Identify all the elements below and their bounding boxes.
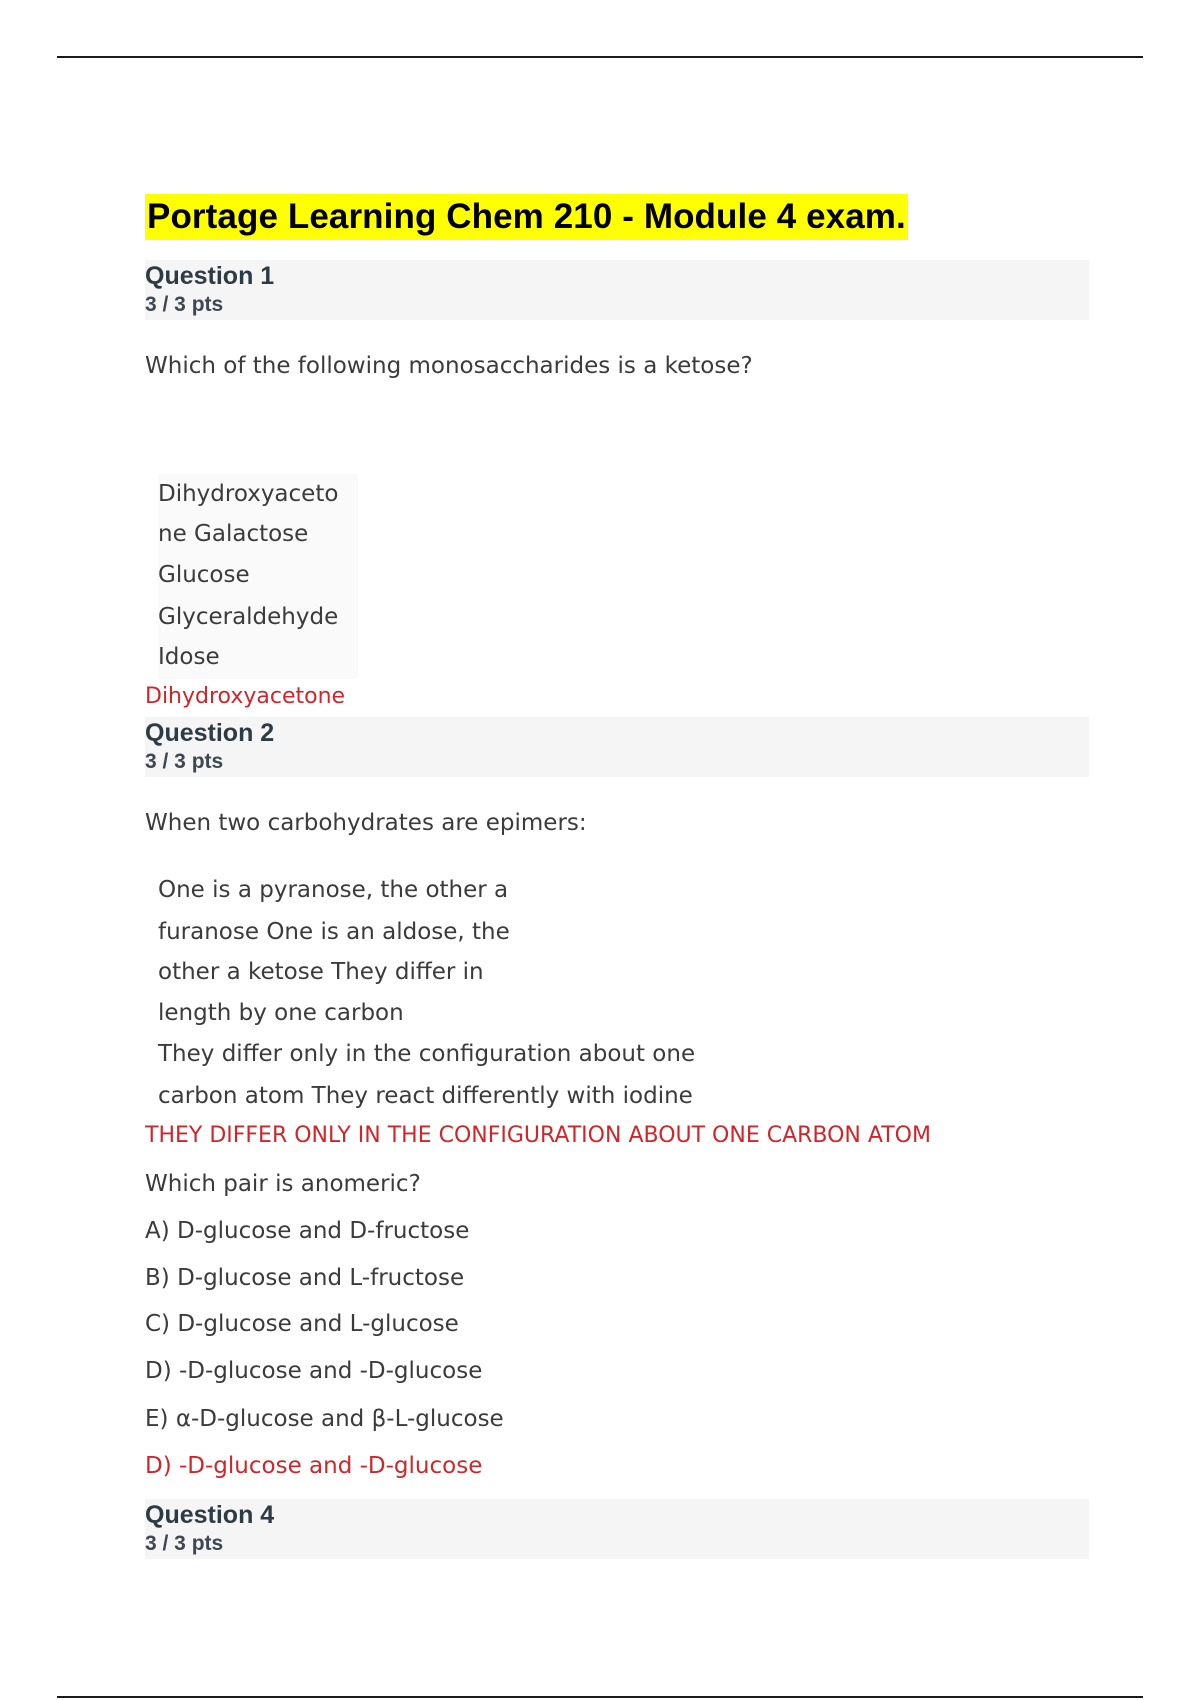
question-1-prompt: Which of the following monosaccharides is a ketose? [145, 353, 753, 379]
question-2-option-line: carbon atom They react differently with iodine [158, 1083, 693, 1109]
question-2-title: Question 2 [145, 719, 275, 747]
question-1-option-line: Glyceraldehyde [158, 604, 339, 630]
question-2-option-line: furanose One is an aldose, the [158, 919, 510, 945]
top-rule [57, 56, 1143, 58]
question-2-answer: THEY DIFFER ONLY IN THE CONFIGURATION ABOUT ONE CARBON ATOM [145, 1123, 931, 1148]
question-3-option: E) α-D-glucose and β-L-glucose [145, 1406, 504, 1432]
question-4-points: 3 / 3 pts [145, 1532, 224, 1555]
question-2-prompt: When two carbohydrates are epimers: [145, 810, 587, 836]
bottom-rule [57, 1696, 1143, 1698]
question-2-option-line: other a ketose They differ in [158, 959, 484, 985]
question-1-option-line: Idose [158, 644, 220, 670]
question-2-option-line: length by one carbon [158, 1000, 404, 1026]
question-4-header [145, 1499, 1089, 1559]
question-1-points: 3 / 3 pts [145, 293, 224, 316]
question-1-header [145, 260, 1089, 320]
question-3-prompt: Which pair is anomeric? [145, 1171, 421, 1197]
question-3-answer: D) -D-glucose and -D-glucose [145, 1453, 483, 1479]
document-title: Portage Learning Chem 210 - Module 4 exam. [145, 194, 908, 240]
question-3-option: B) D-glucose and L-fructose [145, 1265, 465, 1291]
question-2-header [145, 717, 1089, 777]
question-3-option: A) D-glucose and D-fructose [145, 1218, 470, 1244]
question-1-option-line: ne Galactose [158, 521, 309, 547]
question-1-title: Question 1 [145, 262, 275, 290]
question-2-points: 3 / 3 pts [145, 750, 224, 773]
question-1-option-line: Dihydroxyaceto [158, 481, 339, 507]
question-3-option: C) D-glucose and L-glucose [145, 1311, 459, 1337]
question-3-option: D) -D-glucose and -D-glucose [145, 1358, 483, 1384]
question-2-option-line: They differ only in the configuration about one [158, 1041, 696, 1067]
question-1-option-line: Glucose [158, 562, 250, 588]
question-2-option-line: One is a pyranose, the other a [158, 877, 509, 903]
question-1-answer: Dihydroxyacetone [145, 684, 346, 709]
question-4-title: Question 4 [145, 1501, 275, 1529]
